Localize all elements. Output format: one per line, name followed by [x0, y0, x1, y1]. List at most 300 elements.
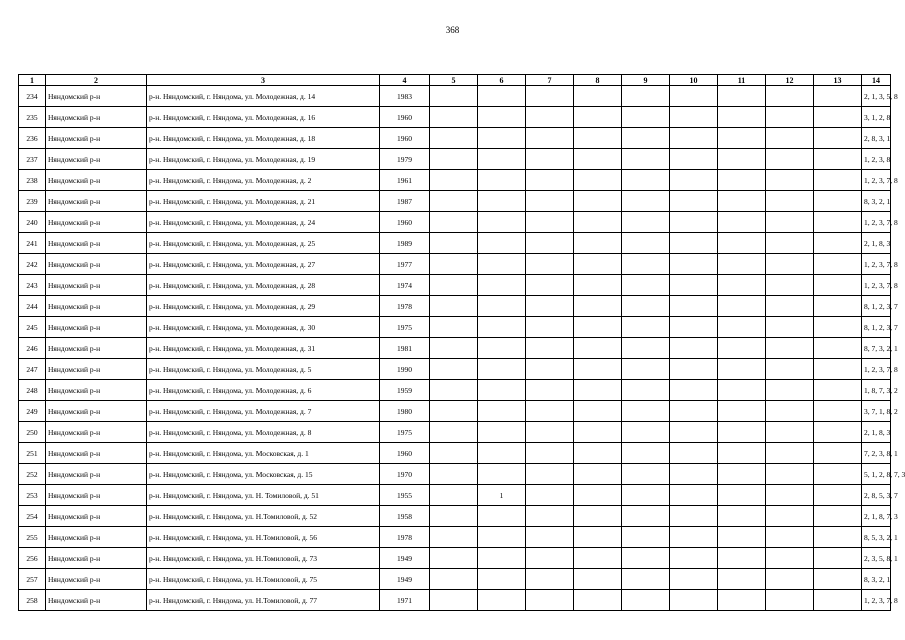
col6-cell — [478, 128, 526, 149]
column-header: 1 — [19, 75, 46, 86]
year-cell: 1961 — [380, 170, 430, 191]
district-cell: Няндомский р-н — [46, 401, 147, 422]
table-row — [19, 569, 891, 590]
row-number-cell: 247 — [19, 359, 46, 380]
col13-cell — [814, 149, 862, 170]
table-row — [19, 506, 891, 527]
district-cell: Няндомский р-н — [46, 569, 147, 590]
col11-cell — [718, 506, 766, 527]
row-number-cell: 253 — [19, 485, 46, 506]
col5-cell — [430, 170, 478, 191]
table-row — [19, 590, 891, 611]
col11-cell — [718, 338, 766, 359]
row-number-cell: 237 — [19, 149, 46, 170]
table-row — [19, 128, 891, 149]
year-cell: 1971 — [380, 590, 430, 611]
col10-cell — [670, 212, 718, 233]
row-number-cell: 257 — [19, 569, 46, 590]
col6-cell — [478, 569, 526, 590]
col5-cell — [430, 506, 478, 527]
col14-cell: 1, 2, 3, 7, 8 — [862, 170, 891, 191]
table-row — [19, 212, 891, 233]
col8-cell — [574, 149, 622, 170]
table-row — [19, 254, 891, 275]
col7-cell — [526, 380, 574, 401]
address-cell: р-н. Няндомский, г. Няндома, ул. Молодежная, д. 29 — [147, 296, 380, 317]
column-header: 8 — [574, 75, 622, 86]
col14-cell: 1, 2, 3, 7, 8 — [862, 275, 891, 296]
col12-cell — [766, 128, 814, 149]
col5-cell — [430, 401, 478, 422]
table-row — [19, 149, 891, 170]
table-row — [19, 422, 891, 443]
year-cell: 1983 — [380, 86, 430, 107]
col7-cell — [526, 401, 574, 422]
col7-cell — [526, 527, 574, 548]
col13-cell — [814, 86, 862, 107]
address-cell: р-н. Няндомский, г. Няндома, ул. Н.Томиловой, д. 73 — [147, 548, 380, 569]
col11-cell — [718, 170, 766, 191]
district-cell: Няндомский р-н — [46, 149, 147, 170]
row-number-cell: 251 — [19, 443, 46, 464]
col13-cell — [814, 233, 862, 254]
district-cell: Няндомский р-н — [46, 506, 147, 527]
col9-cell — [622, 191, 670, 212]
row-number-cell: 248 — [19, 380, 46, 401]
col5-cell — [430, 359, 478, 380]
col13-cell — [814, 590, 862, 611]
address-cell: р-н. Няндомский, г. Няндома, ул. Н.Томиловой, д. 77 — [147, 590, 380, 611]
col14-cell: 2, 1, 8, 3 — [862, 422, 891, 443]
col8-cell — [574, 401, 622, 422]
row-number-cell: 242 — [19, 254, 46, 275]
year-cell: 1987 — [380, 191, 430, 212]
col6-cell — [478, 107, 526, 128]
col7-cell — [526, 338, 574, 359]
col7-cell — [526, 422, 574, 443]
col14-cell: 8, 1, 2, 3, 7 — [862, 296, 891, 317]
col14-cell: 8, 5, 3, 2, 1 — [862, 527, 891, 548]
col14-cell: 1, 2, 3, 7, 8 — [862, 254, 891, 275]
col5-cell — [430, 338, 478, 359]
row-number-cell: 250 — [19, 422, 46, 443]
col9-cell — [622, 464, 670, 485]
col13-cell — [814, 485, 862, 506]
row-number-cell: 254 — [19, 506, 46, 527]
col5-cell — [430, 212, 478, 233]
col8-cell — [574, 359, 622, 380]
col10-cell — [670, 485, 718, 506]
col10-cell — [670, 317, 718, 338]
col9-cell — [622, 212, 670, 233]
col10-cell — [670, 401, 718, 422]
col13-cell — [814, 275, 862, 296]
col7-cell — [526, 170, 574, 191]
col14-cell: 8, 1, 2, 3, 7 — [862, 317, 891, 338]
col13-cell — [814, 464, 862, 485]
col11-cell — [718, 569, 766, 590]
col5-cell — [430, 149, 478, 170]
table-row — [19, 380, 891, 401]
col12-cell — [766, 401, 814, 422]
col6-cell — [478, 422, 526, 443]
district-cell: Няндомский р-н — [46, 422, 147, 443]
district-cell: Няндомский р-н — [46, 86, 147, 107]
col13-cell — [814, 338, 862, 359]
year-cell: 1960 — [380, 212, 430, 233]
col10-cell — [670, 128, 718, 149]
col6-cell — [478, 359, 526, 380]
col8-cell — [574, 338, 622, 359]
col9-cell — [622, 590, 670, 611]
row-number-cell: 255 — [19, 527, 46, 548]
col13-cell — [814, 296, 862, 317]
col5-cell — [430, 422, 478, 443]
col6-cell: 1 — [478, 485, 526, 506]
col14-cell: 2, 8, 5, 3, 7 — [862, 485, 891, 506]
column-header: 9 — [622, 75, 670, 86]
col13-cell — [814, 569, 862, 590]
table-row — [19, 338, 891, 359]
col14-cell: 8, 3, 2, 1 — [862, 569, 891, 590]
col10-cell — [670, 86, 718, 107]
col5-cell — [430, 317, 478, 338]
col8-cell — [574, 296, 622, 317]
table-row — [19, 233, 891, 254]
col14-cell: 1, 2, 3, 7, 8 — [862, 212, 891, 233]
col5-cell — [430, 527, 478, 548]
col5-cell — [430, 443, 478, 464]
col8-cell — [574, 548, 622, 569]
col14-cell: 1, 2, 3, 7, 8 — [862, 359, 891, 380]
col9-cell — [622, 527, 670, 548]
col14-cell: 3, 1, 2, 8 — [862, 107, 891, 128]
col9-cell — [622, 443, 670, 464]
col6-cell — [478, 296, 526, 317]
col6-cell — [478, 149, 526, 170]
table-row — [19, 443, 891, 464]
col12-cell — [766, 191, 814, 212]
col10-cell — [670, 296, 718, 317]
column-header: 3 — [147, 75, 380, 86]
col7-cell — [526, 275, 574, 296]
address-cell: р-н. Няндомский, г. Няндома, ул. Молодежная, д. 18 — [147, 128, 380, 149]
district-cell: Няндомский р-н — [46, 485, 147, 506]
column-header: 12 — [766, 75, 814, 86]
col11-cell — [718, 590, 766, 611]
year-cell: 1974 — [380, 275, 430, 296]
col10-cell — [670, 464, 718, 485]
column-header: 5 — [430, 75, 478, 86]
col12-cell — [766, 485, 814, 506]
col10-cell — [670, 359, 718, 380]
col11-cell — [718, 296, 766, 317]
table-row — [19, 317, 891, 338]
column-header: 13 — [814, 75, 862, 86]
col11-cell — [718, 359, 766, 380]
table-row — [19, 527, 891, 548]
col6-cell — [478, 275, 526, 296]
col14-cell: 8, 3, 2, 1 — [862, 191, 891, 212]
col12-cell — [766, 275, 814, 296]
col10-cell — [670, 233, 718, 254]
col7-cell — [526, 107, 574, 128]
col12-cell — [766, 506, 814, 527]
col8-cell — [574, 254, 622, 275]
year-cell: 1955 — [380, 485, 430, 506]
col9-cell — [622, 422, 670, 443]
col14-cell: 2, 3, 5, 8, 1 — [862, 548, 891, 569]
district-cell: Няндомский р-н — [46, 548, 147, 569]
col5-cell — [430, 485, 478, 506]
col12-cell — [766, 212, 814, 233]
col10-cell — [670, 548, 718, 569]
district-cell: Няндомский р-н — [46, 128, 147, 149]
address-cell: р-н. Няндомский, г. Няндома, ул. Молодежная, д. 28 — [147, 275, 380, 296]
column-header: 2 — [46, 75, 147, 86]
col13-cell — [814, 359, 862, 380]
year-cell: 1960 — [380, 128, 430, 149]
year-cell: 1949 — [380, 569, 430, 590]
col12-cell — [766, 296, 814, 317]
table-row — [19, 107, 891, 128]
address-cell: р-н. Няндомский, г. Няндома, ул. Молодежная, д. 5 — [147, 359, 380, 380]
col7-cell — [526, 359, 574, 380]
table-row — [19, 170, 891, 191]
col7-cell — [526, 590, 574, 611]
col9-cell — [622, 401, 670, 422]
col9-cell — [622, 548, 670, 569]
district-cell: Няндомский р-н — [46, 527, 147, 548]
address-cell: р-н. Няндомский, г. Няндома, ул. Молодежная, д. 30 — [147, 317, 380, 338]
year-cell: 1978 — [380, 296, 430, 317]
row-number-cell: 245 — [19, 317, 46, 338]
row-number-cell: 235 — [19, 107, 46, 128]
col13-cell — [814, 422, 862, 443]
col7-cell — [526, 464, 574, 485]
col8-cell — [574, 380, 622, 401]
col13-cell — [814, 254, 862, 275]
col11-cell — [718, 86, 766, 107]
col13-cell — [814, 506, 862, 527]
address-cell: р-н. Няндомский, г. Няндома, ул. Молодежная, д. 19 — [147, 149, 380, 170]
col5-cell — [430, 296, 478, 317]
district-cell: Няндомский р-н — [46, 443, 147, 464]
col9-cell — [622, 296, 670, 317]
year-cell: 1970 — [380, 464, 430, 485]
col14-cell: 2, 1, 8, 3 — [862, 233, 891, 254]
col8-cell — [574, 317, 622, 338]
col7-cell — [526, 317, 574, 338]
column-header: 14 — [862, 75, 891, 86]
year-cell: 1960 — [380, 443, 430, 464]
address-cell: р-н. Няндомский, г. Няндома, ул. Молодежная, д. 27 — [147, 254, 380, 275]
table-row — [19, 548, 891, 569]
col12-cell — [766, 422, 814, 443]
col11-cell — [718, 317, 766, 338]
col9-cell — [622, 128, 670, 149]
col10-cell — [670, 590, 718, 611]
col8-cell — [574, 464, 622, 485]
col7-cell — [526, 254, 574, 275]
table-row — [19, 296, 891, 317]
col7-cell — [526, 149, 574, 170]
col10-cell — [670, 170, 718, 191]
col9-cell — [622, 86, 670, 107]
col9-cell — [622, 233, 670, 254]
col8-cell — [574, 275, 622, 296]
col11-cell — [718, 485, 766, 506]
col12-cell — [766, 548, 814, 569]
col8-cell — [574, 590, 622, 611]
col8-cell — [574, 485, 622, 506]
col12-cell — [766, 443, 814, 464]
table-row — [19, 401, 891, 422]
registry-table — [18, 74, 905, 611]
col6-cell — [478, 380, 526, 401]
col5-cell — [430, 107, 478, 128]
col11-cell — [718, 422, 766, 443]
address-cell: р-н. Няндомский, г. Няндома, ул. Молодежная, д. 6 — [147, 380, 380, 401]
col10-cell — [670, 338, 718, 359]
col11-cell — [718, 107, 766, 128]
year-cell: 1979 — [380, 149, 430, 170]
row-number-cell: 239 — [19, 191, 46, 212]
col12-cell — [766, 527, 814, 548]
col9-cell — [622, 149, 670, 170]
table-row — [19, 275, 891, 296]
year-cell: 1990 — [380, 359, 430, 380]
col9-cell — [622, 359, 670, 380]
col13-cell — [814, 191, 862, 212]
address-cell: р-н. Няндомский, г. Няндома, ул. Н.Томиловой, д. 75 — [147, 569, 380, 590]
col8-cell — [574, 128, 622, 149]
col6-cell — [478, 506, 526, 527]
column-header: 7 — [526, 75, 574, 86]
col5-cell — [430, 464, 478, 485]
col11-cell — [718, 443, 766, 464]
col6-cell — [478, 86, 526, 107]
col5-cell — [430, 86, 478, 107]
col11-cell — [718, 527, 766, 548]
column-header: 11 — [718, 75, 766, 86]
col6-cell — [478, 548, 526, 569]
district-cell: Няндомский р-н — [46, 170, 147, 191]
col9-cell — [622, 380, 670, 401]
year-cell: 1960 — [380, 107, 430, 128]
col5-cell — [430, 233, 478, 254]
address-cell: р-н. Няндомский, г. Няндома, ул. Н.Томиловой, д. 52 — [147, 506, 380, 527]
year-cell: 1978 — [380, 527, 430, 548]
col6-cell — [478, 443, 526, 464]
col14-cell: 1, 8, 7, 3, 2 — [862, 380, 891, 401]
col11-cell — [718, 149, 766, 170]
address-cell: р-н. Няндомский, г. Няндома, ул. Молодежная, д. 24 — [147, 212, 380, 233]
col6-cell — [478, 170, 526, 191]
table-row — [19, 485, 891, 506]
col8-cell — [574, 212, 622, 233]
col9-cell — [622, 275, 670, 296]
col13-cell — [814, 443, 862, 464]
address-cell: р-н. Няндомский, г. Няндома, ул. Московская, д. 15 — [147, 464, 380, 485]
district-cell: Няндомский р-н — [46, 275, 147, 296]
col14-cell: 2, 1, 3, 5, 8 — [862, 86, 891, 107]
col13-cell — [814, 317, 862, 338]
col10-cell — [670, 569, 718, 590]
header-row — [19, 75, 891, 86]
col9-cell — [622, 506, 670, 527]
row-number-cell: 244 — [19, 296, 46, 317]
col8-cell — [574, 170, 622, 191]
col8-cell — [574, 191, 622, 212]
year-cell: 1975 — [380, 422, 430, 443]
col12-cell — [766, 359, 814, 380]
column-header: 6 — [478, 75, 526, 86]
col10-cell — [670, 275, 718, 296]
col5-cell — [430, 191, 478, 212]
registry-body — [19, 86, 905, 611]
col10-cell — [670, 149, 718, 170]
col11-cell — [718, 233, 766, 254]
col5-cell — [430, 380, 478, 401]
col13-cell — [814, 170, 862, 191]
col5-cell — [430, 590, 478, 611]
address-cell: р-н. Няндомский, г. Няндома, ул. Молодежная, д. 8 — [147, 422, 380, 443]
col13-cell — [814, 107, 862, 128]
year-cell: 1977 — [380, 254, 430, 275]
col14-cell: 7, 2, 3, 8, 1 — [862, 443, 891, 464]
col8-cell — [574, 443, 622, 464]
col10-cell — [670, 422, 718, 443]
col9-cell — [622, 170, 670, 191]
col5-cell — [430, 275, 478, 296]
col6-cell — [478, 338, 526, 359]
col9-cell — [622, 254, 670, 275]
table-row — [19, 86, 891, 107]
col11-cell — [718, 380, 766, 401]
col14-cell: 1, 2, 3, 7, 8 — [862, 590, 891, 611]
col12-cell — [766, 170, 814, 191]
col5-cell — [430, 128, 478, 149]
district-cell: Няндомский р-н — [46, 191, 147, 212]
col9-cell — [622, 485, 670, 506]
col10-cell — [670, 107, 718, 128]
col6-cell — [478, 317, 526, 338]
col8-cell — [574, 422, 622, 443]
col13-cell — [814, 548, 862, 569]
table-row — [19, 359, 891, 380]
col13-cell — [814, 527, 862, 548]
year-cell: 1980 — [380, 401, 430, 422]
col6-cell — [478, 590, 526, 611]
address-cell: р-н. Няндомский, г. Няндома, ул. Молодежная, д. 21 — [147, 191, 380, 212]
col14-cell: 8, 7, 3, 2, 1 — [862, 338, 891, 359]
year-cell: 1975 — [380, 317, 430, 338]
col14-cell: 3, 7, 1, 8, 2 — [862, 401, 891, 422]
col7-cell — [526, 86, 574, 107]
col11-cell — [718, 464, 766, 485]
district-cell: Няндомский р-н — [46, 317, 147, 338]
address-cell: р-н. Няндомский, г. Няндома, ул. Молодежная, д. 14 — [147, 86, 380, 107]
col6-cell — [478, 191, 526, 212]
col13-cell — [814, 212, 862, 233]
col9-cell — [622, 317, 670, 338]
year-cell: 1958 — [380, 506, 430, 527]
col9-cell — [622, 107, 670, 128]
col11-cell — [718, 401, 766, 422]
row-number-cell: 241 — [19, 233, 46, 254]
col12-cell — [766, 464, 814, 485]
